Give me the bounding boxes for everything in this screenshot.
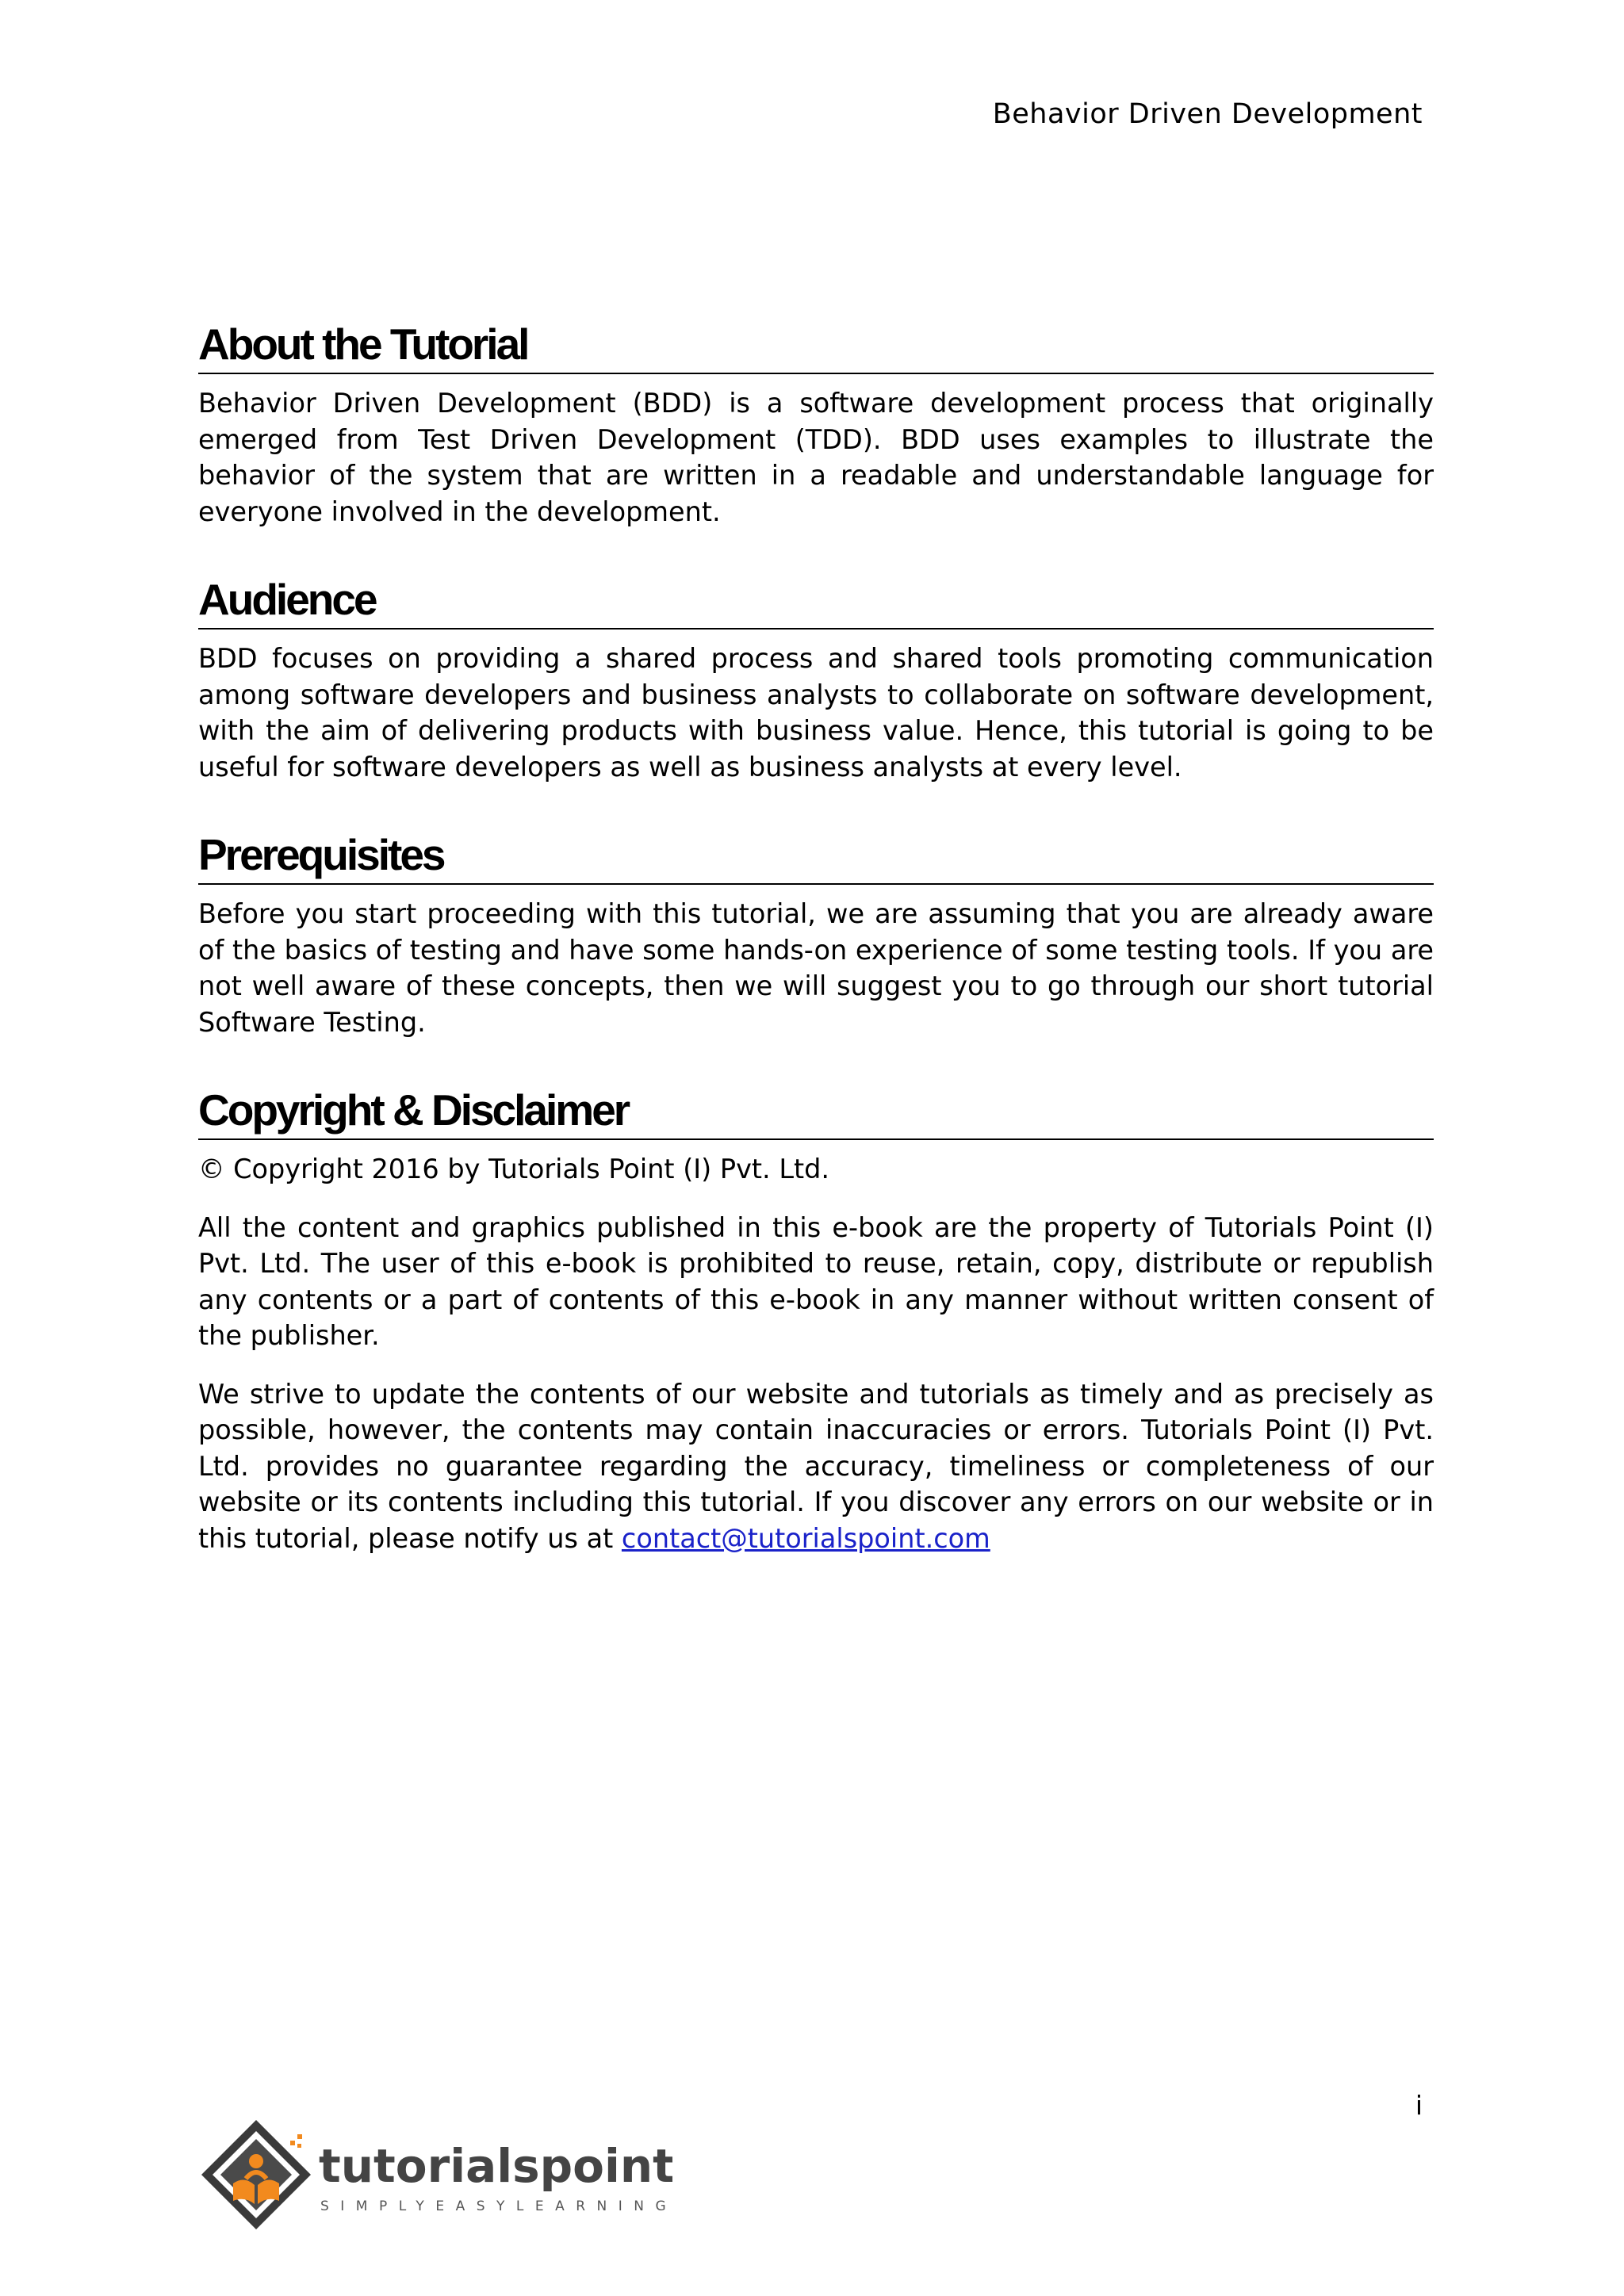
section-audience: [198, 572, 1434, 785]
logo-text: tutorialspoint: [319, 2139, 672, 2193]
section-paragraph: All the content and graphics published in this e-book are the property of Tutorials Point (I) Pvt. Ltd. The user of this e-book is prohibited to reuse, retain, copy, distribute or republish any contents or a part of contents of this e-book in any manner without written consent of the publisher.: [198, 1211, 1434, 1351]
section-heading: Audience: [198, 572, 1434, 629]
section-prerequisites: [198, 828, 1434, 1040]
running-header: Behavior Driven Development: [992, 98, 1423, 130]
contact-email-link[interactable]: contact@tutorialspoint.com: [621, 1522, 990, 1554]
section-paragraph: Before you start proceeding with this tutorial, we are assuming that you are already aware of the basics of testing and have some hands-on experience of some testing tools. If you are not well aware of these concepts, then we will suggest you to go through our short tutorial Software Testing.: [198, 898, 1434, 1038]
tutorialspoint-logo-graphic: [197, 2115, 672, 2234]
logo-tagline-text: SIMPLYEASYLEARNING: [320, 2198, 672, 2214]
section-heading: About the Tutorial: [198, 317, 1434, 374]
paragraph-text: We strive to update the contents of our website and tutorials as timely and as precisely as possible, however, the contents may contain inaccuracies or errors. Tutorials Point (I) Pvt. Ltd. provides no guarantee regarding the accuracy, timeliness or completeness of our website or its contents including this tutorial. If you discover any errors on our website or in this tutorial, please notify us at: [198, 1378, 1434, 1554]
section-copyright-disclaimer: [198, 1083, 1434, 1556]
section-heading: Prerequisites: [198, 828, 1434, 885]
section-about-the-tutorial: [198, 317, 1434, 530]
copyright-line: © Copyright 2016 by Tutorials Point (I) Pvt. Ltd.: [198, 1154, 830, 1184]
logo-tagline: [320, 2198, 672, 2214]
section-paragraph: BDD focuses on providing a shared process and shared tools promoting communication among software developers and business analysts to collaborate on software development, with the aim of delivering products with business value. Hence, this tutorial is going to be useful for software developers as well as business analysts at every level.: [198, 643, 1434, 783]
logo-wordmark: [319, 2139, 672, 2193]
page-content: [198, 317, 1434, 1599]
section-paragraph: [198, 1376, 1434, 1557]
page-number: i: [1415, 2090, 1423, 2121]
section-heading: Copyright & Disclaimer: [198, 1083, 1434, 1140]
tutorialspoint-logo: [197, 2115, 672, 2237]
section-paragraph: Behavior Driven Development (BDD) is a software development process that originally emerged from Test Driven Development (TDD). BDD uses examples to illustrate the behavior of the system that are written in a readable and understandable language for everyone involved in the development.: [198, 388, 1434, 527]
